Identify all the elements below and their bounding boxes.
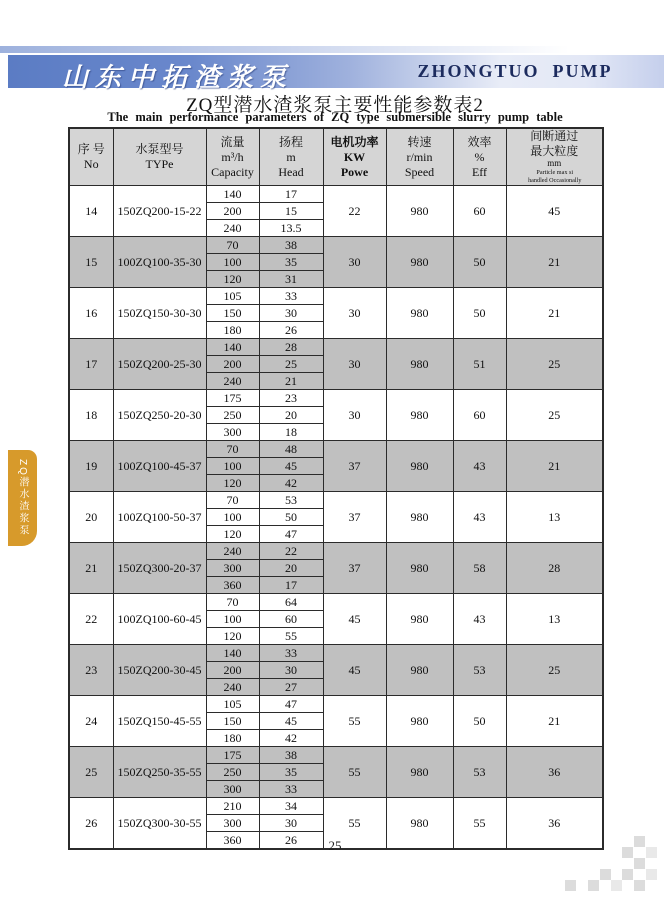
cell-power: 55 bbox=[323, 696, 386, 747]
cell-particle-size: 13 bbox=[506, 594, 603, 645]
table-row bbox=[69, 543, 603, 560]
header-line: mm bbox=[547, 158, 562, 168]
table-row bbox=[69, 390, 603, 407]
cell-no: 19 bbox=[69, 441, 113, 492]
cell-no: 24 bbox=[69, 696, 113, 747]
table-row bbox=[69, 645, 603, 662]
cell-particle-size: 21 bbox=[506, 237, 603, 288]
cell-particle-size: 13 bbox=[506, 492, 603, 543]
cell-capacity: 105 bbox=[206, 696, 259, 713]
page-number: 25 bbox=[328, 838, 342, 853]
cell-capacity: 240 bbox=[206, 543, 259, 560]
cell-capacity: 360 bbox=[206, 577, 259, 594]
cell-power: 30 bbox=[323, 390, 386, 441]
cell-head: 18 bbox=[259, 424, 323, 441]
cell-efficiency: 43 bbox=[453, 594, 506, 645]
table-row bbox=[69, 798, 603, 815]
deco-square bbox=[565, 880, 576, 891]
cell-efficiency: 43 bbox=[453, 441, 506, 492]
header-line: Eff bbox=[471, 164, 488, 179]
cell-capacity: 300 bbox=[206, 781, 259, 798]
cell-head: 20 bbox=[259, 560, 323, 577]
deco-square bbox=[611, 880, 622, 891]
cell-capacity: 175 bbox=[206, 747, 259, 764]
cell-head: 35 bbox=[259, 254, 323, 271]
cell-power: 30 bbox=[323, 339, 386, 390]
cell-capacity: 120 bbox=[206, 628, 259, 645]
table-row bbox=[69, 492, 603, 509]
cell-head: 31 bbox=[259, 271, 323, 288]
page-title: ZQ型潜水渣浆泵主要性能参数表2 bbox=[186, 95, 484, 116]
cell-head: 64 bbox=[259, 594, 323, 611]
cell-power: 37 bbox=[323, 543, 386, 594]
cell-speed: 980 bbox=[386, 696, 453, 747]
cell-head: 20 bbox=[259, 407, 323, 424]
cell-speed: 980 bbox=[386, 645, 453, 696]
cell-particle-size: 45 bbox=[506, 186, 603, 237]
cell-capacity: 300 bbox=[206, 815, 259, 832]
cell-pump-type: 100ZQ100-60-45 bbox=[113, 594, 206, 645]
cell-head: 13.5 bbox=[259, 220, 323, 237]
cell-efficiency: 43 bbox=[453, 492, 506, 543]
cell-capacity: 100 bbox=[206, 254, 259, 271]
cell-head: 26 bbox=[259, 322, 323, 339]
table-header-row bbox=[69, 128, 603, 186]
cell-head: 60 bbox=[259, 611, 323, 628]
deco-square bbox=[646, 869, 657, 880]
cell-capacity: 250 bbox=[206, 764, 259, 781]
cell-efficiency: 55 bbox=[453, 798, 506, 850]
cell-capacity: 120 bbox=[206, 271, 259, 288]
cell-power: 30 bbox=[323, 288, 386, 339]
cell-head: 21 bbox=[259, 373, 323, 390]
cell-speed: 980 bbox=[386, 237, 453, 288]
cell-head: 33 bbox=[259, 645, 323, 662]
cell-capacity: 150 bbox=[206, 305, 259, 322]
cell-speed: 980 bbox=[386, 798, 453, 850]
table-row bbox=[69, 594, 603, 611]
header-line: 效率 bbox=[467, 134, 492, 149]
cell-capacity: 100 bbox=[206, 458, 259, 475]
cell-pump-type: 150ZQ300-30-55 bbox=[113, 798, 206, 850]
cell-efficiency: 50 bbox=[453, 288, 506, 339]
cell-capacity: 120 bbox=[206, 475, 259, 492]
cell-capacity: 240 bbox=[206, 373, 259, 390]
cell-efficiency: 50 bbox=[453, 237, 506, 288]
cell-capacity: 200 bbox=[206, 356, 259, 373]
cell-capacity: 140 bbox=[206, 645, 259, 662]
cell-head: 47 bbox=[259, 696, 323, 713]
cell-no: 25 bbox=[69, 747, 113, 798]
cell-efficiency: 53 bbox=[453, 645, 506, 696]
cell-capacity: 240 bbox=[206, 679, 259, 696]
cell-no: 22 bbox=[69, 594, 113, 645]
deco-square bbox=[634, 858, 645, 869]
deco-square bbox=[646, 847, 657, 858]
cell-capacity: 240 bbox=[206, 220, 259, 237]
cell-capacity: 120 bbox=[206, 526, 259, 543]
header-line: Speed bbox=[404, 164, 435, 179]
cell-capacity: 300 bbox=[206, 560, 259, 577]
header-line: 间断通过 bbox=[530, 129, 579, 143]
cell-speed: 980 bbox=[386, 543, 453, 594]
cell-power: 45 bbox=[323, 645, 386, 696]
table-row bbox=[69, 288, 603, 305]
cell-particle-size: 21 bbox=[506, 288, 603, 339]
cell-power: 55 bbox=[323, 798, 386, 850]
cell-speed: 980 bbox=[386, 747, 453, 798]
cell-no: 23 bbox=[69, 645, 113, 696]
header-line: 最大粒度 bbox=[530, 144, 579, 158]
brand-logo-chinese: 山东中拓渣浆泵 bbox=[62, 63, 294, 92]
cell-particle-size: 36 bbox=[506, 798, 603, 850]
cell-no: 18 bbox=[69, 390, 113, 441]
cell-head: 45 bbox=[259, 713, 323, 730]
cell-speed: 980 bbox=[386, 492, 453, 543]
cell-capacity: 70 bbox=[206, 237, 259, 254]
header-line: TYPe bbox=[145, 157, 174, 172]
header-line: 电机功率 bbox=[330, 134, 379, 149]
cell-head: 22 bbox=[259, 543, 323, 560]
table-body bbox=[69, 186, 603, 850]
cell-pump-type: 150ZQ200-30-45 bbox=[113, 645, 206, 696]
cell-particle-size: 28 bbox=[506, 543, 603, 594]
cell-power: 37 bbox=[323, 492, 386, 543]
header-line: Capacity bbox=[211, 164, 254, 179]
cell-head: 35 bbox=[259, 764, 323, 781]
cell-pump-type: 150ZQ200-25-30 bbox=[113, 339, 206, 390]
cell-power: 45 bbox=[323, 594, 386, 645]
page-subtitle: The main performance parameters of ZQ type submersible slurry pump table bbox=[107, 110, 563, 124]
cell-speed: 980 bbox=[386, 288, 453, 339]
cell-speed: 980 bbox=[386, 339, 453, 390]
table-row bbox=[69, 186, 603, 203]
chapter-side-tab-label: ZQ潜水渣浆泵 bbox=[17, 459, 28, 537]
cell-particle-size: 25 bbox=[506, 645, 603, 696]
deco-square bbox=[634, 836, 645, 847]
cell-no: 15 bbox=[69, 237, 113, 288]
header-line: 序 号 bbox=[77, 142, 105, 157]
cell-head: 30 bbox=[259, 662, 323, 679]
cell-pump-type: 150ZQ200-15-22 bbox=[113, 186, 206, 237]
cell-capacity: 180 bbox=[206, 322, 259, 339]
deco-square bbox=[588, 880, 599, 891]
cell-particle-size: 21 bbox=[506, 696, 603, 747]
cell-head: 34 bbox=[259, 798, 323, 815]
table-header-cell bbox=[259, 128, 323, 186]
table-row bbox=[69, 747, 603, 764]
header-accent-strip bbox=[0, 46, 670, 53]
cell-particle-size: 25 bbox=[506, 390, 603, 441]
cell-head: 23 bbox=[259, 390, 323, 407]
cell-capacity: 105 bbox=[206, 288, 259, 305]
cell-head: 42 bbox=[259, 475, 323, 492]
cell-power: 22 bbox=[323, 186, 386, 237]
cell-capacity: 70 bbox=[206, 441, 259, 458]
table-header-cell bbox=[323, 128, 386, 186]
cell-particle-size: 21 bbox=[506, 441, 603, 492]
cell-efficiency: 60 bbox=[453, 390, 506, 441]
cell-no: 17 bbox=[69, 339, 113, 390]
cell-capacity: 70 bbox=[206, 492, 259, 509]
table-header-cell bbox=[206, 128, 259, 186]
cell-head: 47 bbox=[259, 526, 323, 543]
cell-efficiency: 50 bbox=[453, 696, 506, 747]
cell-head: 53 bbox=[259, 492, 323, 509]
header-line: m³/h bbox=[221, 149, 244, 164]
cell-capacity: 360 bbox=[206, 832, 259, 850]
cell-head: 38 bbox=[259, 747, 323, 764]
cell-head: 28 bbox=[259, 339, 323, 356]
cell-capacity: 100 bbox=[206, 509, 259, 526]
cell-pump-type: 100ZQ100-45-37 bbox=[113, 441, 206, 492]
cell-efficiency: 53 bbox=[453, 747, 506, 798]
cell-head: 55 bbox=[259, 628, 323, 645]
cell-capacity: 210 bbox=[206, 798, 259, 815]
deco-square bbox=[600, 869, 611, 880]
cell-power: 37 bbox=[323, 441, 386, 492]
header-line: 转速 bbox=[407, 134, 432, 149]
cell-power: 55 bbox=[323, 747, 386, 798]
cell-capacity: 175 bbox=[206, 390, 259, 407]
cell-particle-size: 36 bbox=[506, 747, 603, 798]
brand-logo-english: ZHONGTUO PUMP bbox=[417, 61, 613, 81]
cell-capacity: 180 bbox=[206, 730, 259, 747]
header-line: 扬程 bbox=[278, 134, 303, 149]
cell-head: 50 bbox=[259, 509, 323, 526]
cell-no: 14 bbox=[69, 186, 113, 237]
cell-no: 20 bbox=[69, 492, 113, 543]
cell-no: 26 bbox=[69, 798, 113, 850]
table-header-cell bbox=[386, 128, 453, 186]
cell-capacity: 200 bbox=[206, 203, 259, 220]
cell-capacity: 250 bbox=[206, 407, 259, 424]
header-line: 流量 bbox=[220, 134, 245, 149]
cell-capacity: 300 bbox=[206, 424, 259, 441]
table-row bbox=[69, 441, 603, 458]
cell-no: 16 bbox=[69, 288, 113, 339]
header-line: m bbox=[286, 149, 296, 164]
deco-square bbox=[622, 869, 633, 880]
table-header-cell bbox=[506, 128, 603, 186]
cell-head: 17 bbox=[259, 577, 323, 594]
cell-head: 17 bbox=[259, 186, 323, 203]
cell-pump-type: 100ZQ100-35-30 bbox=[113, 237, 206, 288]
cell-head: 33 bbox=[259, 288, 323, 305]
cell-pump-type: 150ZQ250-35-55 bbox=[113, 747, 206, 798]
header-line: Particle max si bbox=[535, 169, 573, 176]
cell-head: 33 bbox=[259, 781, 323, 798]
cell-no: 21 bbox=[69, 543, 113, 594]
table-row bbox=[69, 339, 603, 356]
deco-square bbox=[622, 847, 633, 858]
pump-parameters-table bbox=[68, 127, 604, 850]
table-header-cell bbox=[113, 128, 206, 186]
cell-speed: 980 bbox=[386, 186, 453, 237]
header-line: Powe bbox=[340, 164, 369, 179]
cell-head: 30 bbox=[259, 815, 323, 832]
cell-head: 42 bbox=[259, 730, 323, 747]
cell-efficiency: 60 bbox=[453, 186, 506, 237]
cell-speed: 980 bbox=[386, 594, 453, 645]
cell-head: 27 bbox=[259, 679, 323, 696]
chapter-side-tab bbox=[8, 450, 37, 546]
cell-head: 25 bbox=[259, 356, 323, 373]
cell-pump-type: 150ZQ150-45-55 bbox=[113, 696, 206, 747]
header-line: % bbox=[474, 149, 485, 164]
cell-capacity: 150 bbox=[206, 713, 259, 730]
cell-capacity: 140 bbox=[206, 186, 259, 203]
cell-pump-type: 100ZQ100-50-37 bbox=[113, 492, 206, 543]
cell-capacity: 200 bbox=[206, 662, 259, 679]
cell-head: 15 bbox=[259, 203, 323, 220]
header-line: 水泵型号 bbox=[135, 142, 184, 157]
table-header-cell bbox=[69, 128, 113, 186]
cell-capacity: 70 bbox=[206, 594, 259, 611]
cell-head: 45 bbox=[259, 458, 323, 475]
header-line: No bbox=[83, 157, 99, 172]
cell-speed: 980 bbox=[386, 390, 453, 441]
header-line: handled Occasionally bbox=[527, 177, 581, 184]
cell-head: 30 bbox=[259, 305, 323, 322]
cell-efficiency: 51 bbox=[453, 339, 506, 390]
cell-pump-type: 150ZQ150-30-30 bbox=[113, 288, 206, 339]
table-row bbox=[69, 696, 603, 713]
cell-pump-type: 150ZQ250-20-30 bbox=[113, 390, 206, 441]
header-line: r/min bbox=[406, 149, 433, 164]
table-header-cell bbox=[453, 128, 506, 186]
cell-particle-size: 25 bbox=[506, 339, 603, 390]
table-row bbox=[69, 237, 603, 254]
header-line: Head bbox=[278, 164, 304, 179]
cell-head: 26 bbox=[259, 832, 323, 850]
cell-power: 30 bbox=[323, 237, 386, 288]
header-line: KW bbox=[343, 149, 366, 164]
cell-capacity: 140 bbox=[206, 339, 259, 356]
cell-capacity: 100 bbox=[206, 611, 259, 628]
cell-head: 48 bbox=[259, 441, 323, 458]
cell-speed: 980 bbox=[386, 441, 453, 492]
cell-pump-type: 150ZQ300-20-37 bbox=[113, 543, 206, 594]
cell-efficiency: 58 bbox=[453, 543, 506, 594]
deco-square bbox=[634, 880, 645, 891]
cell-head: 38 bbox=[259, 237, 323, 254]
